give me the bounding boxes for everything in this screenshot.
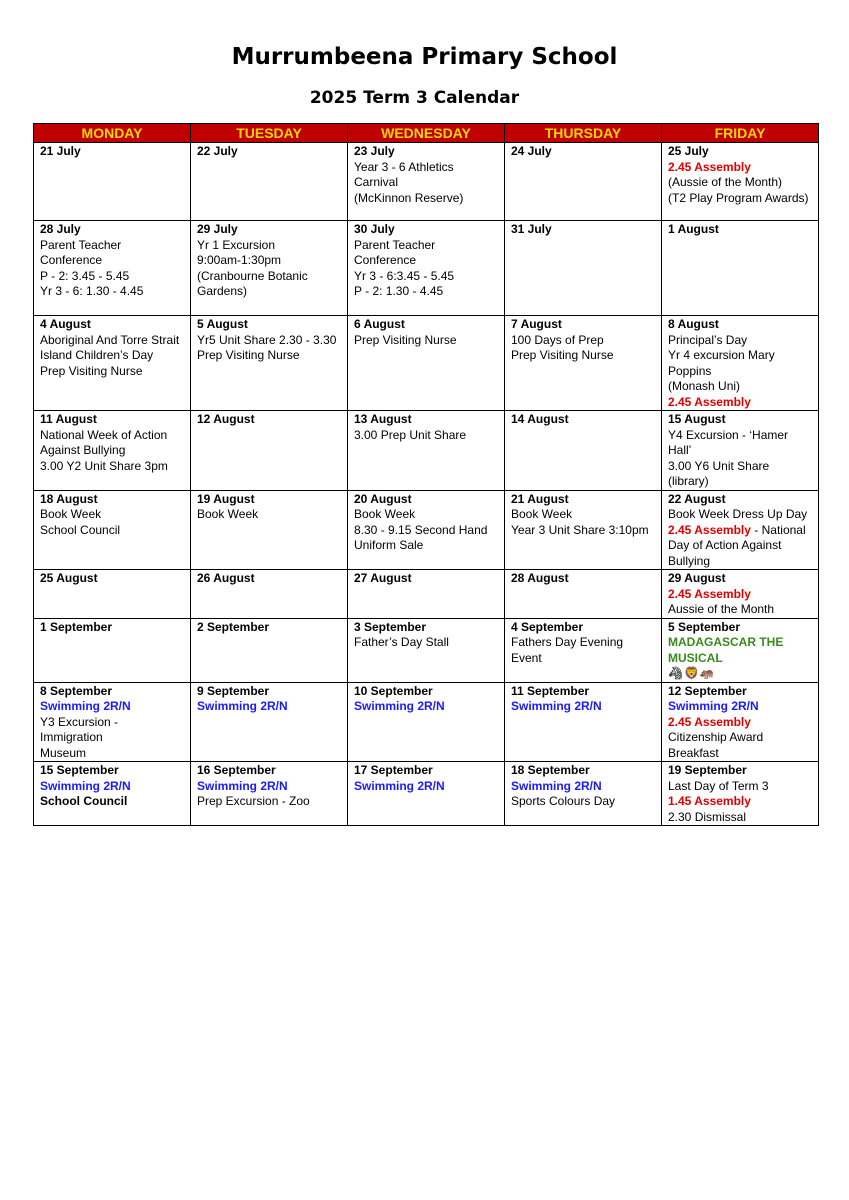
event-line: (Cranbourne Botanic — [197, 268, 308, 283]
day-cell — [505, 221, 662, 316]
day-cell — [505, 143, 662, 221]
day-cell — [191, 411, 348, 491]
event-line: Museum — [40, 745, 87, 760]
event-line: Book Week — [354, 507, 416, 521]
day-cell — [348, 411, 505, 491]
day-date: 18 August — [40, 491, 98, 506]
day-cell — [191, 143, 348, 221]
event-line: Book Week Dress Up Day — [668, 507, 808, 521]
week-row — [34, 316, 819, 411]
week-row — [34, 490, 819, 570]
musical-label: MUSICAL — [668, 650, 723, 665]
event-line: Principal’s Day — [668, 332, 748, 347]
day-cell — [662, 490, 819, 570]
day-cell — [348, 618, 505, 682]
day-cell — [191, 316, 348, 411]
day-date: 21 August — [511, 491, 569, 506]
day-date: 15 September — [40, 763, 119, 777]
event-line: Against Bullying — [40, 443, 126, 457]
swimming-label: Swimming 2R/N — [511, 778, 602, 793]
day-cell — [662, 682, 819, 762]
calendar-weeks — [34, 143, 819, 826]
day-date: 8 September — [40, 683, 113, 698]
event-line: Gardens) — [197, 284, 248, 298]
event-line: Yr 1 Excursion — [197, 237, 276, 252]
week-row — [34, 143, 819, 221]
event-line: Citizenship Award Breakfast — [668, 730, 764, 760]
day-date: 6 August — [354, 317, 405, 331]
event-line: Aussie of the Month — [668, 602, 775, 616]
day-date: 11 August — [40, 412, 97, 426]
event-line: Day of Action Against — [668, 538, 782, 552]
assembly-label: 2.45 Assembly — [668, 394, 751, 409]
week-row — [34, 221, 819, 316]
week-row — [34, 618, 819, 682]
day-cell — [505, 316, 662, 411]
day-cell — [348, 143, 505, 221]
day-cell — [505, 618, 662, 682]
day-date: 1 September — [40, 619, 113, 634]
event-line: Prep Visiting Nurse — [511, 348, 614, 362]
day-date: 30 July — [354, 222, 395, 236]
day-cell — [505, 570, 662, 619]
day-cell — [505, 762, 662, 826]
day-cell — [348, 316, 505, 411]
day-date: 28 July — [40, 222, 81, 236]
event-line: Y3 Excursion - Immigration — [40, 714, 119, 744]
day-date: 13 August — [354, 412, 412, 426]
day-date: 28 August — [511, 571, 569, 585]
event-line: Prep Visiting Nurse — [354, 332, 457, 347]
day-date: 22 August — [668, 491, 726, 506]
assembly-label: 1.45 Assembly — [668, 794, 751, 808]
event-line: Last Day of Term 3 — [668, 778, 769, 793]
week-row — [34, 762, 819, 826]
event-line: (T2 Play Program Awards) — [668, 190, 809, 205]
day-date: 15 August — [668, 412, 726, 426]
assembly-label: 2.45 Assembly — [668, 586, 751, 601]
day-cell — [34, 316, 191, 411]
event-line: 8.30 - 9.15 Second Hand — [354, 522, 488, 537]
musical-label: MADAGASCAR THE — [668, 635, 784, 649]
day-date: 17 September — [354, 763, 433, 777]
day-date: 8 August — [668, 317, 719, 331]
day-date: 29 July — [197, 222, 238, 236]
day-cell — [191, 221, 348, 316]
day-date: 10 September — [354, 683, 433, 698]
day-cell — [348, 762, 505, 826]
event-line: Parent Teacher Conference — [40, 237, 122, 267]
day-cell — [505, 682, 662, 762]
day-cell — [34, 143, 191, 221]
day-cell — [34, 411, 191, 491]
day-date: 25 August — [40, 571, 98, 585]
day-cell — [662, 411, 819, 491]
day-date: 23 July — [354, 144, 395, 158]
swimming-label: Swimming 2R/N — [354, 699, 445, 713]
day-date: 5 August — [197, 317, 248, 331]
day-date: 29 August — [668, 571, 726, 585]
event-line: Fathers Day Evening Event — [511, 635, 624, 665]
day-cell — [348, 221, 505, 316]
assembly-label: 2.45 Assembly — [668, 159, 751, 174]
event-line: School Council — [40, 522, 121, 537]
swimming-label: Swimming 2R/N — [40, 778, 131, 793]
day-cell — [662, 143, 819, 221]
day-cell — [34, 682, 191, 762]
day-date: 1 August — [668, 222, 719, 236]
page-title: Murrumbeena Primary School — [231, 44, 618, 70]
day-date: 19 August — [197, 491, 255, 506]
day-cell — [191, 762, 348, 826]
day-date: 31 July — [511, 222, 552, 236]
day-cell — [505, 490, 662, 570]
event-line: Sports Colours Day — [511, 794, 616, 808]
event-line: Father’s Day Stall — [354, 635, 449, 649]
day-date: 25 July — [668, 144, 709, 158]
event-line: Y4 Excursion - ‘Hamer Hall’ — [668, 427, 789, 457]
day-date: 19 September — [668, 763, 747, 777]
week-row — [34, 682, 819, 762]
day-date: 11 September — [511, 683, 590, 698]
day-date: 24 July — [511, 144, 552, 158]
day-cell — [662, 316, 819, 411]
swimming-label: Swimming 2R/N — [197, 699, 288, 713]
event-line: (Aussie of the Month) — [668, 175, 783, 189]
event-line: Prep Excursion - Zoo — [197, 794, 310, 808]
weekday-header: TUESDAY — [191, 124, 348, 143]
event-line: Book Week — [197, 507, 259, 521]
week-row — [34, 411, 819, 491]
day-cell — [191, 570, 348, 619]
day-cell — [191, 682, 348, 762]
day-cell — [348, 682, 505, 762]
day-date: 20 August — [354, 491, 412, 506]
weekday-header: WEDNESDAY — [348, 124, 505, 143]
event-line: P - 2: 1.30 - 4.45 — [354, 284, 444, 298]
event-line: Prep Visiting Nurse — [197, 348, 300, 362]
day-date: 16 September — [197, 763, 276, 777]
weekday-header: FRIDAY — [662, 124, 819, 143]
weekday-header: THURSDAY — [505, 124, 662, 143]
day-date: 5 September — [668, 619, 741, 634]
event-line: 3.00 Y2 Unit Share 3pm — [40, 458, 168, 473]
event-line: Yr5 Unit Share 2.30 - 3.30 — [197, 332, 337, 347]
day-cell — [34, 618, 191, 682]
day-cell — [191, 618, 348, 682]
day-cell — [191, 490, 348, 570]
event-line: P - 2: 3.45 - 5.45 — [40, 268, 130, 283]
event-line: Island Children’s Day — [40, 348, 154, 362]
day-cell — [34, 570, 191, 619]
event-line: Book Week — [511, 507, 573, 521]
day-date: 4 September — [511, 619, 584, 634]
event-line: Yr 3 - 6:3.45 - 5.45 — [354, 268, 455, 283]
day-date: 27 August — [354, 571, 412, 585]
day-date: 22 July — [197, 144, 238, 158]
swimming-label: Swimming 2R/N — [668, 699, 759, 713]
event-line: Yr 4 excursion Mary Poppins — [668, 348, 775, 378]
event-line: Year 3 Unit Share 3:10pm — [511, 522, 649, 537]
day-cell — [348, 490, 505, 570]
event-line: School Council — [40, 794, 128, 808]
page-subtitle: 2025 Term 3 Calendar — [309, 88, 520, 108]
day-date: 9 September — [197, 683, 270, 698]
animal-emoji-icons: 🦓🦁🦛 — [668, 666, 716, 680]
day-date: 21 July — [40, 144, 81, 158]
swimming-label: Swimming 2R/N — [511, 699, 602, 713]
day-date: 14 August — [511, 412, 569, 426]
day-date: 18 September — [511, 763, 590, 777]
day-cell — [34, 221, 191, 316]
event-line: Bullying — [668, 553, 711, 568]
event-text: - National — [750, 522, 806, 537]
event-line: Book Week — [40, 507, 102, 521]
day-date: 12 September — [668, 683, 747, 698]
swimming-label: Swimming 2R/N — [197, 778, 288, 793]
event-line: Uniform Sale — [354, 538, 424, 552]
event-line: 100 Days of Prep — [511, 332, 604, 347]
day-cell — [348, 570, 505, 619]
week-row — [34, 570, 819, 619]
event-line: 3.00 Y6 Unit Share (library) — [668, 458, 770, 488]
event-line: 3.00 Prep Unit Share — [354, 427, 467, 442]
event-line — [668, 523, 812, 539]
weekday-header: MONDAY — [34, 124, 191, 143]
day-cell — [34, 762, 191, 826]
event-line: 9:00am-1:30pm — [197, 253, 282, 267]
event-line: (Monash Uni) — [668, 379, 741, 393]
event-line: Aboriginal And Torre Strait — [40, 332, 180, 347]
event-line: (McKinnon Reserve) — [354, 190, 464, 205]
event-line: 2.30 Dismissal — [668, 809, 747, 824]
event-line: National Week of Action — [40, 427, 168, 442]
day-cell — [662, 618, 819, 682]
day-date: 26 August — [197, 571, 255, 585]
weekday-header-row — [34, 124, 819, 143]
day-cell — [662, 221, 819, 316]
swimming-label: Swimming 2R/N — [354, 778, 445, 793]
day-date: 3 September — [354, 619, 427, 634]
event-line: Yr 3 - 6: 1.30 - 4.45 — [40, 284, 144, 298]
assembly-label: 2.45 Assembly — [668, 522, 751, 537]
term-calendar-table — [33, 123, 819, 826]
day-cell — [662, 570, 819, 619]
event-line: Year 3 - 6 Athletics Carnival — [354, 159, 454, 189]
event-line: Parent Teacher Conference — [354, 237, 436, 267]
day-cell — [34, 490, 191, 570]
swimming-label: Swimming 2R/N — [40, 699, 131, 713]
day-cell — [662, 762, 819, 826]
day-date: 12 August — [197, 412, 255, 426]
day-date: 7 August — [511, 317, 562, 331]
day-cell — [505, 411, 662, 491]
event-line: Prep Visiting Nurse — [40, 363, 143, 378]
assembly-label: 2.45 Assembly — [668, 714, 751, 729]
day-date: 4 August — [40, 317, 91, 331]
day-date: 2 September — [197, 619, 270, 634]
